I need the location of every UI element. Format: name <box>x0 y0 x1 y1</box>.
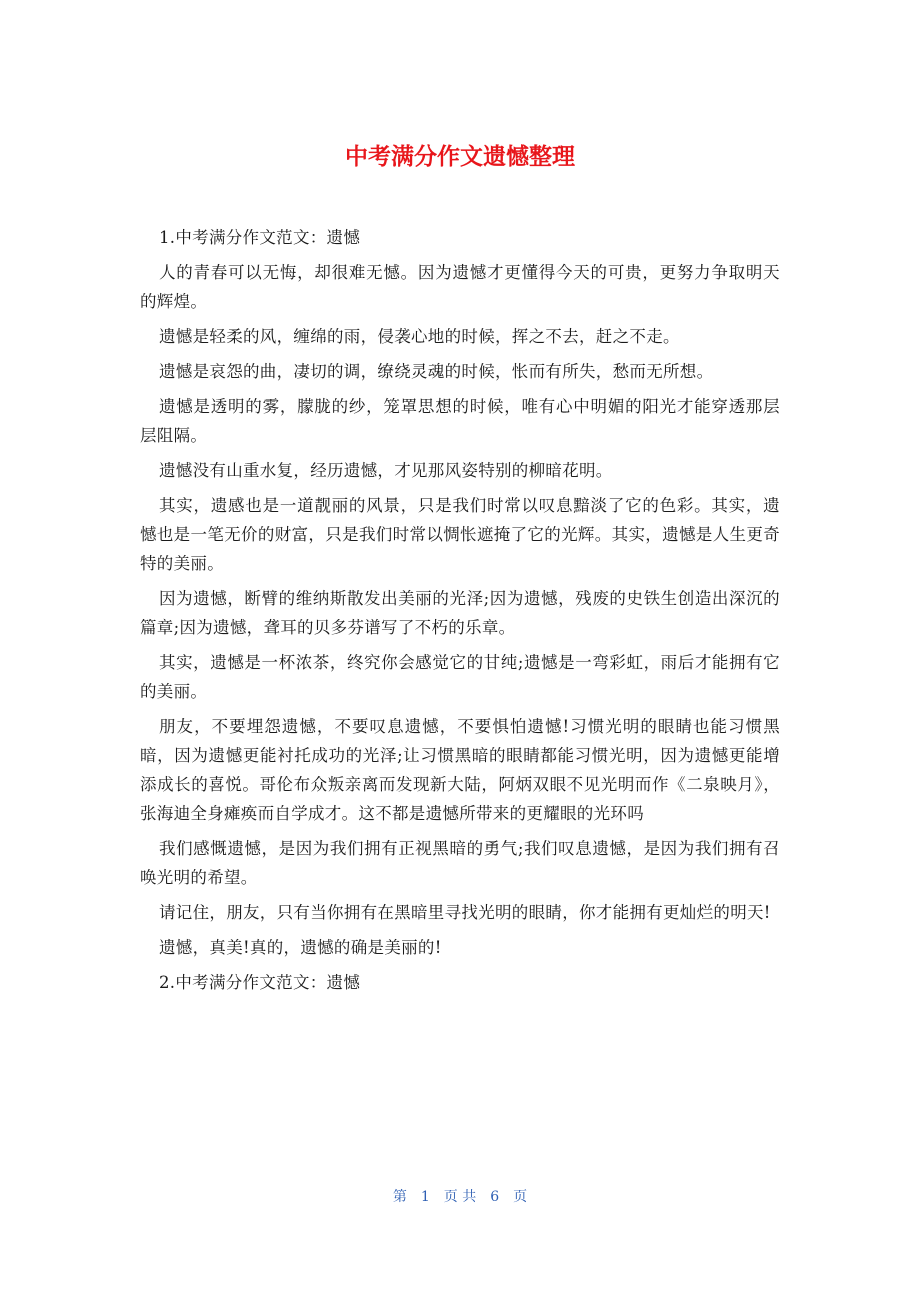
page-footer <box>0 1185 920 1209</box>
paragraph: 朋友，不要埋怨遗憾，不要叹息遗憾，不要惧怕遗憾!习惯光明的眼睛也能习惯黑暗，因为遗憾更能衬托成功的光泽;让习惯黑暗的眼睛都能习惯光明，因为遗憾更能增添成长的喜悦。哥伦布众叛亲离而发现新大陆，阿炳双眼不见光明而作《二泉映月》，张海迪全身瘫痪而自学成才。这不都是遗憾所带来的更耀眼的光环吗 <box>140 717 780 823</box>
paragraph: 其实，遗感也是一道靓丽的风景，只是我们时常以叹息黯淡了它的色彩。其实，遗憾也是一笔无价的财富，只是我们时常以惆怅遮掩了它的光辉。其实，遗憾是人生更奇特的美丽。 <box>140 496 780 573</box>
page-label-suffix: 页 <box>513 1189 528 1205</box>
document-title: 中考满分作文遗憾整理 <box>345 144 575 170</box>
paragraph: 遗憾，真美!真的，遗憾的确是美丽的! <box>159 938 442 957</box>
paragraph: 遗憾没有山重水复，经历遗憾，才见那风姿特别的柳暗花明。 <box>159 461 613 480</box>
document-body <box>140 223 780 1003</box>
paragraph: 遗憾是透明的雾，朦胧的纱，笼罩思想的时候，唯有心中明媚的阳光才能穿透那层层阻隔。 <box>140 397 780 445</box>
page-label-prefix: 第 <box>392 1189 407 1205</box>
paragraph: 遗憾是轻柔的风，缠绵的雨，侵袭心地的时候，挥之不去，赶之不走。 <box>159 327 680 346</box>
paragraph: 遗憾是哀怨的曲，凄切的调，缭绕灵魂的时候，怅而有所失，愁而无所想。 <box>159 362 714 381</box>
paragraph: 请记住，朋友，只有当你拥有在黑暗里寻找光明的眼睛，你才能拥有更灿烂的明天! <box>159 903 771 922</box>
page-label-middle: 页 共 <box>443 1189 477 1205</box>
paragraph: 其实，遗憾是一杯浓茶，终究你会感觉它的甘纯;遗憾是一弯彩虹，雨后才能拥有它的美丽。 <box>140 653 780 701</box>
paragraph: 因为遗憾，断臂的维纳斯散发出美丽的光泽;因为遗憾，残废的史铁生创造出深沉的篇章;因为遗憾，聋耳的贝多芬谱写了不朽的乐章。 <box>140 589 780 637</box>
paragraph: 人的青春可以无悔，却很难无憾。因为遗憾才更懂得今天的可贵，更努力争取明天的辉煌。 <box>140 263 780 311</box>
total-pages: 6 <box>490 1189 500 1205</box>
section-heading: 2.中考满分作文范文：遗憾 <box>159 973 361 992</box>
section-heading: 1.中考满分作文范文：遗憾 <box>159 228 361 247</box>
paragraph: 我们感慨遗憾，是因为我们拥有正视黑暗的勇气;我们叹息遗憾，是因为我们拥有召唤光明的希望。 <box>140 839 780 887</box>
page-number: 1 <box>420 1189 430 1205</box>
